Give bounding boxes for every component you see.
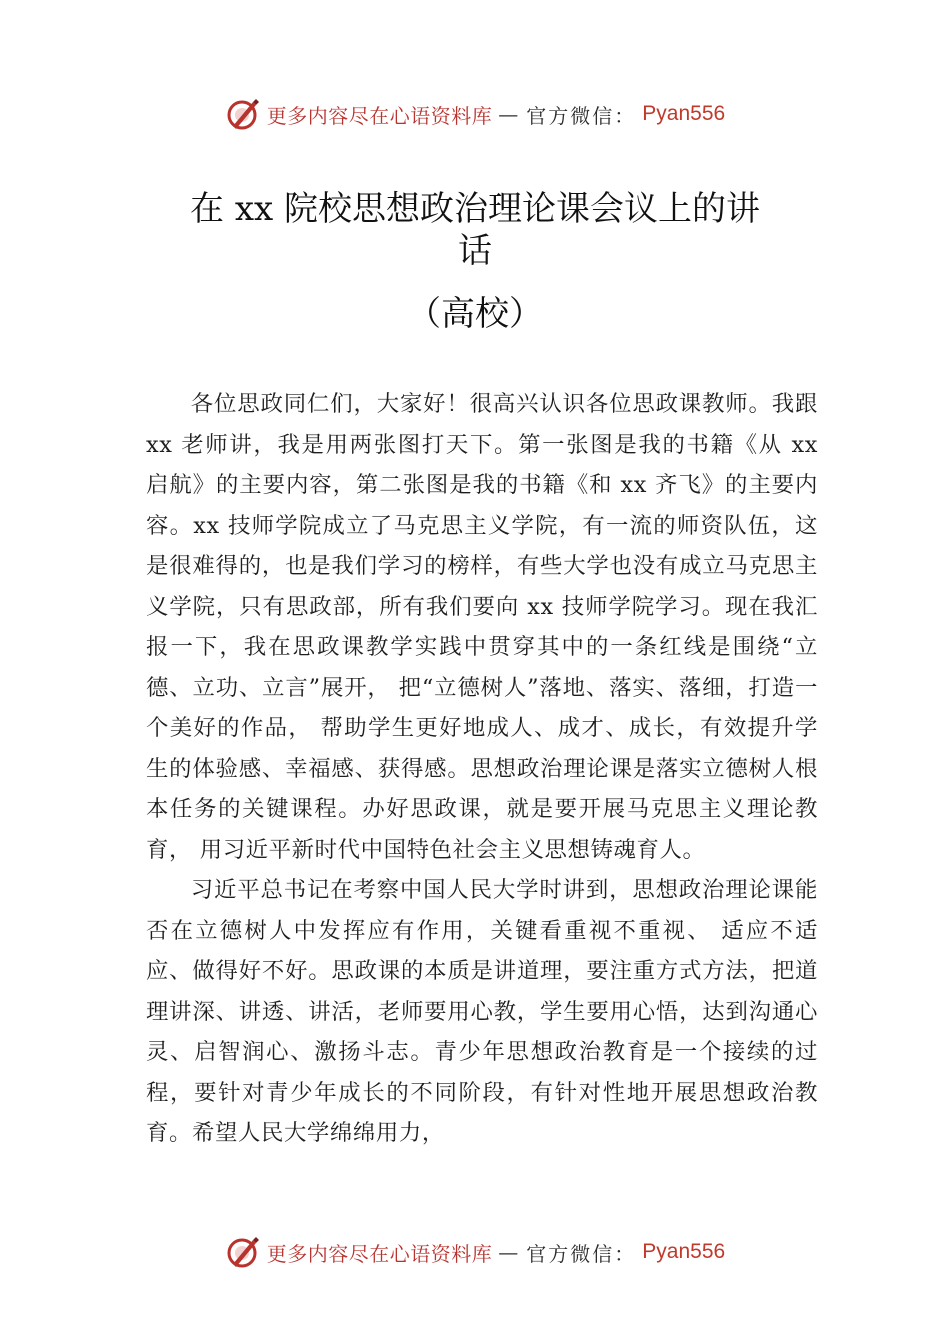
pen-logo-icon [225, 1234, 261, 1270]
footer-brand-text: 更多内容尽在心语资料库 [266, 1241, 493, 1266]
pen-logo-icon [225, 96, 261, 132]
document-subtitle: （高校） [407, 294, 543, 334]
paragraph-1: 各位思政同仁们，大家好！很高兴认识各位思政课教师。我跟 xx 老师讲，我是用两张图打天下。第一张图是我的书籍《从 xx 启航》的主要内容，第二张图是我的书籍《和 xx 齐飞》的主要内容。xx 技师学院成立了马克思主义学院，有一流的师资队伍，这是很难得的，也是我们学习的榜样，有些大学也没有成立马克思主义学院，只有思政部，所有我们要向 xx 技师学院学习。现在我汇报一下，我在思政课教学实践中贯穿其中的一条红线是围绕“立德、立功、立言”展开， 把“立德树人”落地、落实、落细，打造一个美好的作品， 帮助学生更好地成人、成才、成长，有效提升学生的体验感、幸福感、获得感。思想政治理论课是落实立德树人根本任务的关键课程。办好思政课，就是要开展马克思主义理论教育， 用习近平新时代中国特色社会主义思想铸魂育人。 [146, 391, 818, 863]
footer-wechat-id: Pyan556 [642, 1240, 726, 1263]
header-watermark-banner [0, 92, 950, 136]
title-line-2: 话 [458, 231, 492, 271]
header-separator: — [498, 102, 521, 126]
title-line-1: 在 xx 院校思想政治理论课会议上的讲 [190, 189, 760, 229]
document-title [150, 188, 800, 272]
header-brand-text: 更多内容尽在心语资料库 [266, 103, 493, 128]
footer-wechat-label: 官方微信： [526, 1241, 637, 1266]
header-wechat-label: 官方微信： [526, 103, 637, 128]
footer-separator: — [498, 1240, 521, 1264]
paragraph-2: 习近平总书记在考察中国人民大学时讲到，思想政治理论课能否在立德树人中发挥应有作用，关键看重视不重视、 适应不适应、做得好不好。思政课的本质是讲道理，要注重方式方法，把道理讲深、讲透、讲活，老师要用心教，学生要用心悟，达到沟通心灵、启智润心、激扬斗志。青少年思想政治教育是一个接续的过程，要针对青少年成长的不同阶段，有针对性地开展思想政治教育。希望人民大学绵绵用力， [146, 877, 818, 1146]
document-body [146, 384, 818, 1154]
footer-watermark-banner [0, 1230, 950, 1274]
header-wechat-id: Pyan556 [642, 102, 726, 125]
